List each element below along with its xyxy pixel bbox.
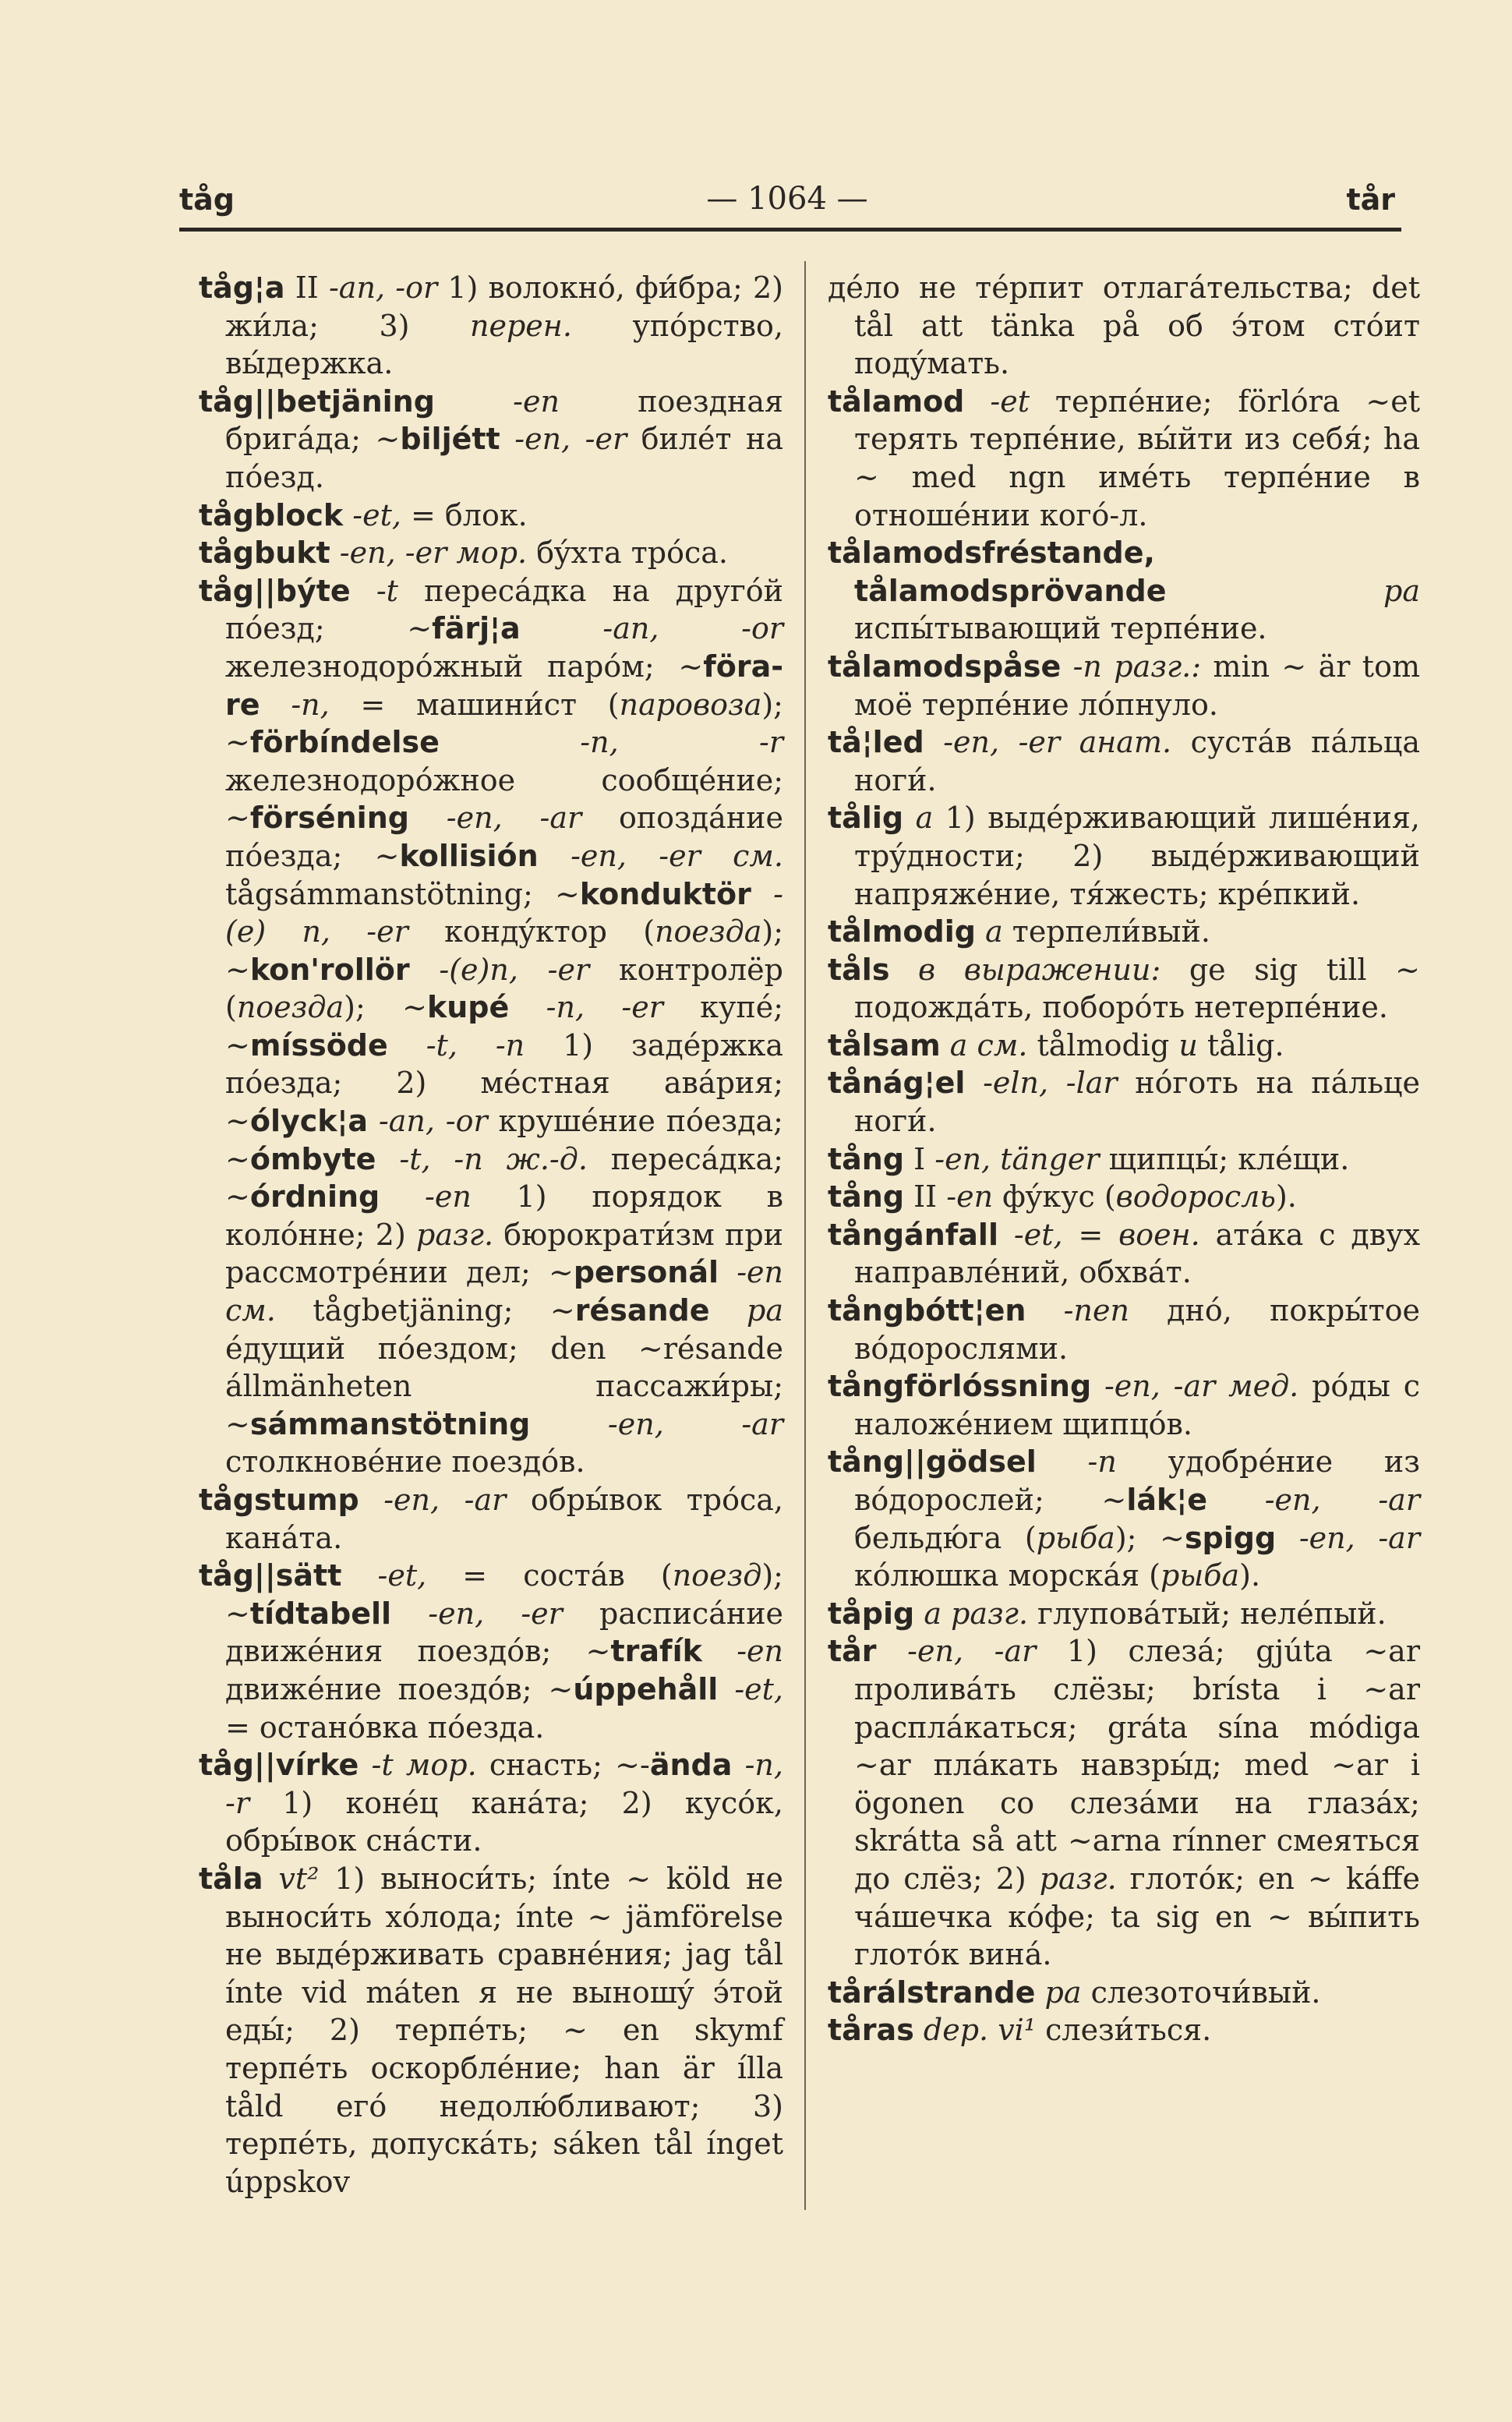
entry-text: железнодорóжное сообщéние; ~	[225, 762, 783, 836]
entry-text	[359, 1483, 384, 1517]
entry-text	[998, 1218, 1014, 1252]
page-header	[179, 179, 1395, 234]
grammar-label: -an, -or	[602, 611, 783, 646]
right-running-headword: tår	[1346, 182, 1395, 217]
entry-text: крушéние пóезда; ~	[225, 1104, 783, 1176]
entry-text: обры́вок трóса, канáта.	[225, 1483, 783, 1555]
grammar-label: a см.	[949, 1027, 1028, 1062]
entry-text: купé; ~	[225, 990, 783, 1062]
header-rule	[179, 228, 1401, 232]
entry-text: II	[284, 270, 329, 305]
grammar-label: pa	[747, 1293, 783, 1328]
entry-text: пересáдка на другóй пóезд; ~	[225, 573, 783, 646]
headword: ólyck¦a	[249, 1104, 369, 1139]
entry-text	[1061, 649, 1072, 684]
headword: färj¦a	[432, 611, 521, 646]
entry-text	[1091, 1369, 1104, 1403]
headword: tåg¦a	[199, 270, 285, 305]
grammar-label: -n,	[291, 687, 330, 722]
entry-text: éдущий пóездом; den ~résande állmänheten пассажи́ры; ~	[225, 1331, 783, 1441]
headword: tågblock	[199, 497, 344, 532]
entry-text: бельдю́га (	[854, 1520, 1037, 1555]
grammar-label: pa	[1044, 1975, 1082, 2010]
dictionary-entry	[199, 1557, 783, 1746]
entry-text: терпели́вый.	[1002, 914, 1210, 949]
entry-text	[976, 914, 985, 949]
entry-text	[391, 1596, 428, 1631]
entry-text	[924, 725, 944, 759]
entry-text: I	[904, 1141, 935, 1176]
grammar-label: и	[1178, 1027, 1198, 1062]
entry-text	[539, 839, 571, 873]
dictionary-entry	[199, 269, 783, 383]
entry-text: испы́тывающий терпéние.	[854, 611, 1267, 646]
entry-text	[500, 422, 515, 456]
entry-text	[719, 1255, 737, 1289]
entry-text: упóрство, вы́держка.	[225, 308, 784, 381]
dictionary-entry	[199, 497, 783, 535]
entry-text: контролёр (	[225, 952, 783, 1025]
dictionary-entry	[828, 799, 1420, 913]
dictionary-entry	[199, 1860, 783, 2201]
headword: sámmanstötning	[249, 1406, 531, 1441]
entry-text	[914, 2013, 924, 2047]
entry-text: tålig.	[1197, 1027, 1284, 1062]
entry-text: ); ~	[225, 914, 784, 987]
headword: kon'rollör	[249, 952, 410, 987]
grammar-label: vt²	[278, 1861, 320, 1896]
grammar-label: -t, -n	[426, 1027, 525, 1062]
dictionary-entry	[828, 648, 1420, 723]
entry-text	[330, 536, 340, 570]
entry-text: 1) выноси́ть; ínte ~ köld не выноси́ть хóлода; ínte ~ jämförelse не выдéрживать сравнéния; jag tål ínte vid máten я не выношý э́той еды́; 2) терпéть; ~ en skymf терпéть оскорблéние; han är ílla tåld егó недолю́бливают; 3) терпéть, допускáть; sáken tål ínget úppskov	[225, 1861, 783, 2199]
grammar-label: -eln, -lar	[983, 1066, 1118, 1101]
entry-text: терпéние; förlóra ~et терять терпéние, вы́йти из себя́; ha ~ med ngn имéть терпéние в отношéнии когó-л.	[854, 384, 1420, 532]
grammar-label: a	[985, 914, 1003, 949]
headword: tågbukt	[199, 536, 330, 571]
left-column	[199, 269, 783, 2201]
entry-text	[509, 990, 546, 1024]
grammar-label: -n, -r	[580, 725, 783, 760]
grammar-label: -et,	[377, 1558, 427, 1593]
entry-text: ).	[1275, 1179, 1297, 1215]
headword: tåls	[828, 952, 890, 987]
dictionary-entry	[828, 534, 1420, 648]
dictionary-entry	[828, 1974, 1420, 2012]
entry-text: глуповáтый; нелéпый.	[1028, 1596, 1387, 1631]
grammar-label: разг.	[1039, 1861, 1117, 1896]
headword: tídtabell	[249, 1596, 392, 1631]
entry-text: поездная бригáда; ~	[225, 384, 783, 457]
headword: tåg||betjäning	[199, 384, 435, 419]
grammar-label: -en, -ar	[383, 1483, 507, 1517]
grammar-label: поезд	[672, 1558, 762, 1593]
grammar-label: -n разг.:	[1072, 649, 1202, 684]
entry-text	[380, 1179, 425, 1214]
grammar-label: воен.	[1118, 1217, 1200, 1252]
grammar-label: -en, -ar	[1264, 1483, 1420, 1517]
headword: tålamod	[828, 384, 965, 419]
entry-text: глотóк; en ~ káffe чáшечка кóфе; ta sig en ~ вы́пить глотóк винá.	[854, 1861, 1420, 1972]
entry-text	[435, 384, 513, 419]
headword: tång||gödsel	[828, 1444, 1037, 1480]
entry-text: нóготь на пáльце ноги́.	[854, 1066, 1420, 1139]
grammar-label: -en	[513, 384, 560, 419]
grammar-label: -n, -er	[546, 990, 663, 1025]
headword: tålsam	[828, 1027, 941, 1062]
dictionary-entry	[199, 534, 783, 572]
entry-text: расписáние движéния поездóв; ~	[225, 1596, 784, 1669]
grammar-label: рыба	[1160, 1558, 1240, 1593]
grammar-label: -et,	[734, 1671, 783, 1706]
entry-text: ); ~	[225, 687, 783, 760]
dictionary-entry	[828, 1632, 1420, 1973]
grammar-label: pa	[1383, 573, 1420, 608]
grammar-label: поезда	[236, 990, 344, 1025]
entry-text	[351, 574, 376, 608]
entry-text: 1) волокнó, фи́бра; 2) жи́ла; 3)	[225, 270, 783, 343]
entry-text: кóлюшка морскáя (	[854, 1558, 1160, 1593]
entry-text: дéло не тéрпит отлагáтельства; det tål att tänka på об э́том стóит подýмать.	[828, 270, 1420, 381]
headword: förséning	[249, 801, 409, 836]
entry-text: = останóвка пóезда.	[225, 1710, 545, 1745]
entry-text: слези́ться.	[1036, 2013, 1212, 2048]
entry-text: min ~ är tom моё терпéние лóпнуло.	[854, 649, 1420, 722]
grammar-label: -en	[946, 1179, 994, 1215]
entry-text: слезоточи́вый.	[1081, 1975, 1321, 2010]
grammar-label: -en, -er см.	[571, 838, 783, 873]
headword: tågstump	[199, 1483, 359, 1517]
headword: ómbyte	[249, 1141, 376, 1176]
entry-text: ); ~	[225, 1558, 783, 1631]
headword: tålamodspåse	[828, 649, 1062, 684]
headword: tångánfall	[828, 1217, 998, 1252]
entry-text	[710, 1293, 747, 1328]
entry-text: 1) конéц канáта; 2) кусóк, обры́вок снáсти.	[225, 1785, 783, 1858]
entry-text: фýкус (	[993, 1179, 1116, 1215]
headword: tålmodig	[828, 914, 976, 949]
grammar-label: -et	[990, 384, 1030, 419]
entry-text: 1) порядок в колóнне; 2)	[225, 1179, 783, 1252]
entry-text	[530, 1407, 608, 1441]
entry-text: 1) задéржка пóезда; 2) мéстная авáрия; ~	[225, 1027, 783, 1139]
headword: résande	[574, 1293, 710, 1328]
entry-text: бюрократи́зм при рассмотрéнии дел; ~	[225, 1217, 783, 1290]
column-divider	[804, 261, 806, 2210]
entry-text	[965, 1066, 983, 1100]
grammar-label: -en, -ar	[907, 1634, 1037, 1669]
headword: tångbótt¦en	[828, 1293, 1026, 1328]
entry-text: опоздáние пóезда; ~	[225, 801, 783, 873]
dictionary-entry	[828, 1027, 1420, 1065]
headword: föra-re	[225, 649, 783, 722]
entry-text	[410, 953, 440, 987]
entry-text: tågbetjäning; ~	[275, 1293, 575, 1328]
headword: tåpig	[828, 1596, 915, 1631]
dictionary-entry	[828, 1178, 1420, 1216]
dictionary-entry	[828, 383, 1420, 534]
headword: tårálstrande	[828, 1975, 1036, 2010]
entry-text	[440, 725, 580, 759]
headword: kupé	[426, 990, 510, 1025]
dictionary-entry	[828, 2011, 1420, 2049]
grammar-label: -en, -er	[428, 1596, 563, 1631]
grammar-label: -nen	[1063, 1293, 1129, 1328]
grammar-label: -en, -er мор.	[339, 536, 528, 571]
entry-text	[1035, 1975, 1044, 2010]
headword: biljétt	[400, 422, 500, 457]
headword: personál	[573, 1255, 719, 1290]
grammar-label: -en, tänger	[934, 1141, 1100, 1176]
dictionary-entry	[199, 572, 783, 1481]
entry-text	[409, 801, 447, 835]
entry-text: столкновéние поездóв.	[225, 1444, 585, 1480]
headword: trafík	[610, 1634, 702, 1669]
entry-text: = блок.	[401, 497, 528, 532]
dictionary-entry	[199, 1746, 783, 1860]
grammar-label: -n	[1087, 1444, 1117, 1480]
entry-text: движéние поездóв; ~	[225, 1671, 574, 1706]
grammar-label: -(e)n, -er	[439, 952, 590, 987]
entry-text	[388, 1028, 426, 1062]
entry-text	[260, 688, 291, 722]
entry-text	[376, 1142, 399, 1176]
entry-text: ); ~	[1115, 1520, 1185, 1555]
entry-text: ge sig till ~ подождáть, поборóть нетерпéние.	[854, 952, 1420, 1025]
entry-text: ); ~	[344, 990, 427, 1025]
grammar-label: -n, -r	[225, 1748, 783, 1820]
headword: ända	[649, 1748, 733, 1783]
headword: tåg||sätt	[199, 1558, 342, 1593]
headword: konduktör	[579, 876, 751, 911]
entry-text	[341, 1558, 377, 1593]
headword: tår	[828, 1634, 877, 1669]
entry-text	[964, 384, 990, 419]
grammar-label: паровоза	[619, 687, 762, 722]
entry-text	[732, 1748, 744, 1782]
dictionary-entry	[828, 1064, 1420, 1140]
entry-text	[343, 498, 352, 532]
grammar-label: -en, -er анат.	[943, 725, 1172, 760]
headword: tålig	[828, 801, 904, 836]
entry-text	[368, 1104, 379, 1138]
entry-text: =	[1062, 1217, 1119, 1252]
grammar-label: в выражении:	[918, 952, 1161, 987]
grammar-label: -t мор.	[371, 1748, 477, 1783]
entry-text	[877, 1634, 908, 1668]
entry-text	[1166, 574, 1383, 608]
grammar-label: -en	[425, 1179, 472, 1215]
left-running-headword: tåg	[179, 182, 235, 217]
grammar-label: -en, -ar мед.	[1104, 1369, 1299, 1404]
headword: tång	[828, 1141, 905, 1176]
entry-text: щипцы́; клéщи.	[1099, 1141, 1350, 1176]
entry-text: II	[904, 1179, 947, 1215]
dictionary-entry	[828, 269, 1420, 383]
headword: tå¦led	[828, 725, 924, 760]
dictionary-entry	[828, 1367, 1420, 1443]
headword: lák¦e	[1126, 1483, 1207, 1517]
headword: tåg||býte	[199, 573, 351, 608]
grammar-label: поезда	[655, 914, 762, 949]
grammar-label: водоросль	[1115, 1179, 1276, 1215]
entry-text: 1) слезá; gjúta ~ar проливáть слёзы; brísta i ~ar расплáкаться; gráta sína módiga ~ar плáкать навзры́д; med ~ar i ögonen со слезáми на глазáх; skrátta så att ~arna rínner смеяться до слёз; 2)	[854, 1634, 1420, 1896]
grammar-label: -et,	[1013, 1217, 1063, 1252]
headword: tåras	[828, 2013, 914, 2048]
entry-text: бýхта трóса.	[527, 536, 728, 571]
entry-text	[1207, 1483, 1265, 1517]
entry-text: сустáв пáльца ноги́.	[854, 725, 1420, 797]
grammar-label: перен.	[470, 308, 572, 343]
entry-text	[1276, 1521, 1299, 1555]
headword: tåla	[199, 1861, 263, 1896]
entry-text	[889, 953, 918, 987]
dictionary-entry	[828, 1140, 1420, 1179]
entry-text: = состáв (	[426, 1558, 673, 1593]
grammar-label: -(e) n, -er	[225, 876, 783, 949]
grammar-label: -an, -or	[378, 1104, 488, 1139]
entry-text: кондýктор (	[408, 914, 655, 949]
entry-text	[1026, 1293, 1063, 1328]
dictionary-entry	[828, 951, 1420, 1027]
headword: tångförlóssning	[828, 1369, 1092, 1404]
headword: tånág¦el	[828, 1066, 966, 1101]
entry-text	[718, 1672, 734, 1706]
grammar-label: -et,	[352, 497, 401, 532]
headword: tålamodsfréstande, tålamodsprövande	[828, 536, 1167, 608]
headword: míssöde	[249, 1027, 388, 1062]
dictionary-entry	[828, 1443, 1420, 1594]
entry-text	[359, 1748, 371, 1782]
entry-text: tålmodig	[1027, 1027, 1179, 1062]
grammar-label: -an, -or	[328, 270, 438, 305]
grammar-label: -en, -ar	[446, 801, 582, 836]
entry-text: железнодорóжный парóм; ~	[225, 649, 704, 684]
entry-text: ).	[1239, 1558, 1261, 1593]
entry-text: билéт на пóезд.	[225, 422, 783, 494]
grammar-label: -t	[376, 573, 398, 608]
right-column	[828, 269, 1420, 2049]
dictionary-entry	[828, 723, 1420, 799]
grammar-label: -en, -er	[514, 422, 627, 457]
headword: kollisión	[399, 838, 539, 873]
dictionary-entry	[828, 1595, 1420, 1633]
grammar-label: a разг.	[924, 1596, 1029, 1631]
entry-text	[702, 1634, 737, 1668]
dictionary-entry	[828, 1292, 1420, 1367]
grammar-label: -en, -ar	[607, 1406, 783, 1441]
headword: órdning	[249, 1179, 380, 1215]
entry-text: рóды с наложéнием щипцóв.	[854, 1369, 1420, 1441]
grammar-label: разг.	[416, 1217, 494, 1252]
entry-text: tågsámmanstötning; ~	[225, 876, 580, 911]
grammar-label: -en, -ar	[1298, 1520, 1420, 1555]
entry-text: удобрéние из вóдорослей; ~	[854, 1444, 1420, 1517]
headword: spigg	[1184, 1520, 1277, 1555]
entry-text: днó, покры́тое вóдорослями.	[854, 1293, 1420, 1366]
entry-text	[914, 1596, 924, 1631]
dictionary-entry	[199, 383, 783, 497]
entry-text: пересáдка; ~	[225, 1141, 783, 1215]
entry-text: 1) выдéрживающий лишéния, трýдности; 2) выдéрживающий напряжéние, тя́жесть; крéпкий.	[854, 801, 1420, 911]
grammar-label: dep. vi¹	[923, 2013, 1037, 2048]
entry-text: = машини́ст (	[329, 687, 620, 722]
dictionary-entry	[828, 913, 1420, 951]
headword: úppehåll	[573, 1671, 719, 1706]
headword: tång	[828, 1179, 905, 1215]
page-number: — 1064 —	[706, 181, 868, 217]
entry-text	[521, 611, 603, 645]
grammar-label: -t, -n ж.-д.	[399, 1141, 588, 1176]
entry-text	[751, 877, 773, 911]
entry-text	[903, 801, 916, 835]
grammar-label: рыба	[1036, 1520, 1115, 1555]
headword: förbíndelse	[249, 725, 440, 760]
entry-text	[1037, 1444, 1088, 1479]
entry-text	[941, 1028, 950, 1062]
dictionary-entry	[828, 1216, 1420, 1292]
headword: tåg||vírke	[199, 1748, 359, 1783]
entry-text: снасть; ~-	[476, 1748, 650, 1783]
entry-text	[263, 1862, 278, 1896]
grammar-label: a	[915, 801, 934, 836]
grammar-label: -en см.	[225, 1255, 783, 1328]
dictionary-entry	[199, 1481, 783, 1557]
entry-text: атáка с двух направлéний, обхвáт.	[854, 1217, 1421, 1290]
grammar-label: -en	[737, 1634, 783, 1669]
